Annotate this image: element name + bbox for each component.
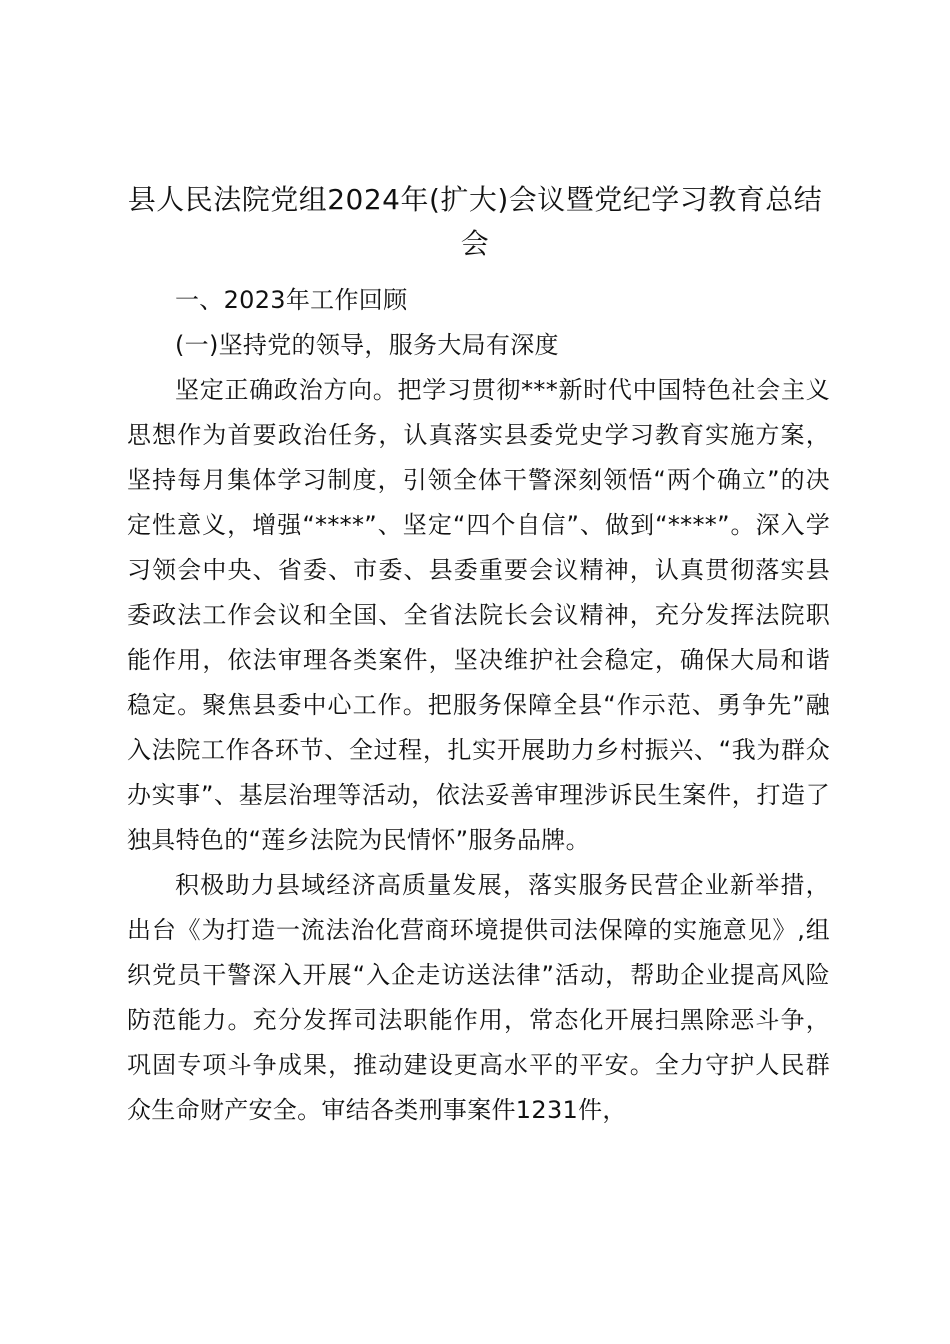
document-body (127, 278, 830, 1133)
body-paragraph: 积极助力县域经济高质量发展，落实服务民营企业新举措，出台《为打造一流法治化营商环境提供司法保障的实施意见》,组织党员干警深入开展“入企走访送法律”活动，帮助企业提高风险防范能力。充分发挥司法职能作用，常态化开展扫黑除恶斗争，巩固专项斗争成果，推动建设更高水平的平安。全力守护人民群众生命财产安全。审结各类刑事案件1231件， (127, 871, 830, 1124)
body-paragraph: 坚定正确政治方向。把学习贯彻***新时代中国特色社会主义思想作为首要政治任务，认真落实县委党史学习教育实施方案，坚持每月集体学习制度，引领全体干警深刻领悟“两个确立”的决定性意义，增强“****”、坚定“四个自信”、做到“****”。深入学习领会中央、省委、市委、县委重要会议精神，认真贯彻落实县委政法工作会议和全国、全省法院长会议精神，充分发挥法院职能作用，依法审理各类案件，坚决维护社会稳定，确保大局和谐稳定。聚焦县委中心工作。把服务保障全县“作示范、勇争先”融入法院工作各环节、全过程，扎实开展助力乡村振兴、“我为群众办实事”、基层治理等活动，依法妥善审理涉诉民生案件，打造了独具特色的“莲乡法院为民情怀”服务品牌。 (127, 376, 830, 854)
document-title: 县人民法院党组2024年(扩大)会议暨党纪学习教育总结会 (127, 183, 823, 260)
subsection-heading: (一)坚持党的领导，服务大局有深度 (175, 331, 559, 359)
section-heading: 一、2023年工作回顾 (175, 286, 408, 314)
